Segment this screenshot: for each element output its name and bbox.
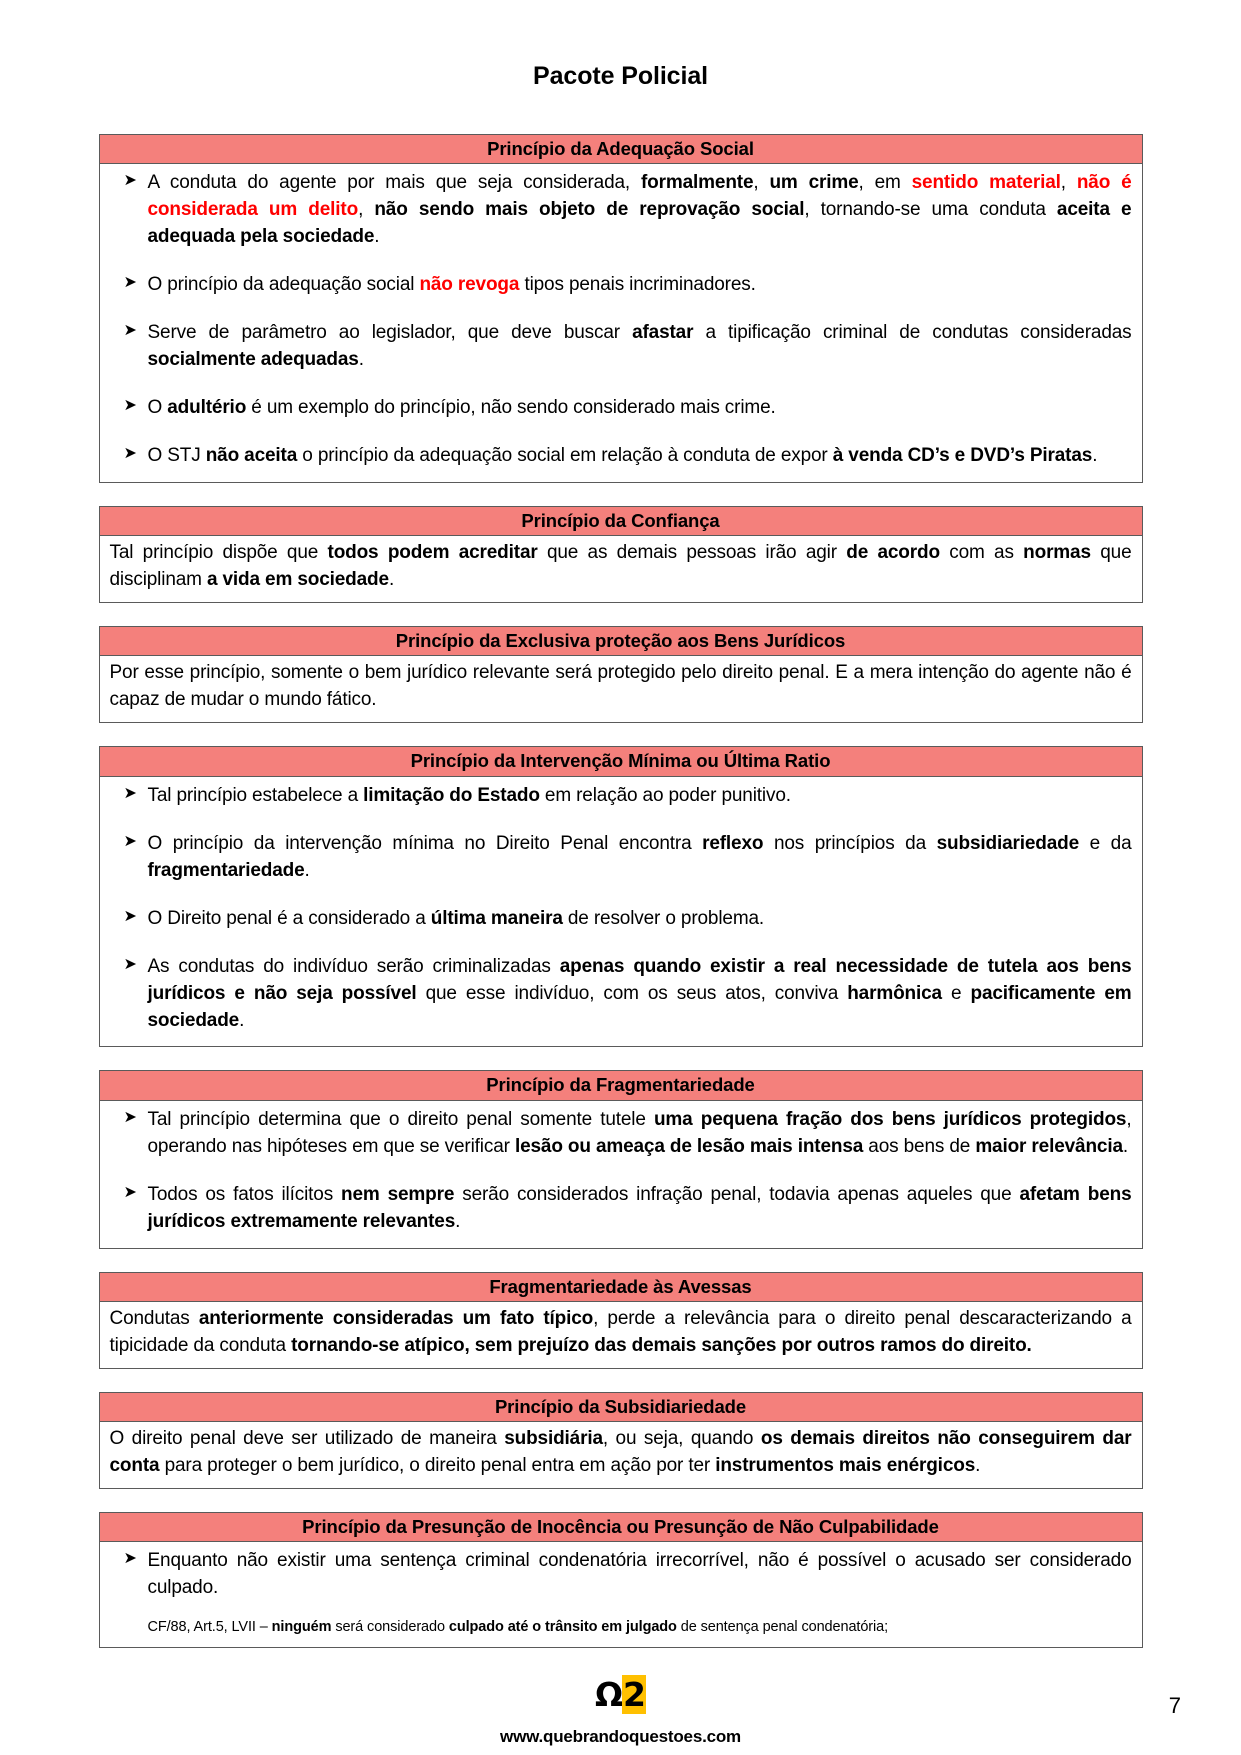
section-header-fragmentariedade: Princípio da Fragmentariedade <box>100 1071 1142 1100</box>
bullet-text: Tal princípio determina que o direito penal somente tutele uma pequena fração dos bens jurídicos protegidos, operando nas hipóteses em que se verificar lesão ou ameaça de lesão mais intensa aos bens de maior relevância. <box>147 1108 1132 1157</box>
arrow-bullet-icon: ➤ <box>123 274 137 292</box>
emphasis-bold: socialmente adequadas <box>147 349 359 371</box>
bullet-list <box>110 1548 1132 1602</box>
bullet-item <box>110 1107 1132 1161</box>
arrow-bullet-icon: ➤ <box>123 172 137 190</box>
bullet-text: O Direito penal é a considerado a última maneira de resolver o problema. <box>147 907 765 929</box>
emphasis-bold: ninguém <box>271 1619 332 1636</box>
bullet-item <box>110 395 1132 422</box>
bullet-item <box>110 272 1132 299</box>
section-header-confianca: Princípio da Confiança <box>100 507 1142 536</box>
section-body-adequacao-social <box>100 164 1142 482</box>
emphasis-bold: não sendo mais objeto de reprovação social <box>374 199 805 221</box>
arrow-bullet-icon: ➤ <box>123 397 137 415</box>
website-url: www.quebrandoquestoes.com <box>500 1727 741 1747</box>
emphasis-bold: reflexo <box>702 832 764 854</box>
arrow-bullet-icon: ➤ <box>123 907 137 925</box>
emphasis-bold: apenas quando existir a real necessidade de tutela aos bens jurídicos e não seja possível <box>147 955 1132 1004</box>
emphasis-highlight: sentido material <box>911 172 1061 194</box>
emphasis-bold: nem sempre <box>341 1183 455 1205</box>
emphasis-bold: afetam bens jurídicos extremamente relevantes <box>147 1183 1132 1232</box>
bullet-text: O adultério é um exemplo do princípio, não sendo considerado mais crime. <box>147 397 776 419</box>
bullet-item <box>110 783 1132 810</box>
section-card-fragmentariedade <box>99 1070 1143 1248</box>
bullet-item <box>110 170 1132 251</box>
emphasis-bold: afastar <box>632 322 694 344</box>
bullet-item <box>110 831 1132 885</box>
section-card-fragmentariedade-as-avessas <box>99 1272 1143 1369</box>
arrow-bullet-icon: ➤ <box>123 1108 137 1126</box>
bullet-text: Todos os fatos ilícitos nem sempre serão considerados infração penal, todavia apenas aqueles que afetam bens jurídicos extremamente relevantes. <box>147 1183 1132 1232</box>
emphasis-bold: formalmente <box>641 172 754 194</box>
arrow-bullet-icon: ➤ <box>123 832 137 850</box>
section-card-intervencao-minima <box>99 746 1143 1047</box>
bullet-item <box>110 320 1132 374</box>
arrow-bullet-icon: ➤ <box>123 445 137 463</box>
page-footer <box>0 1675 1241 1747</box>
emphasis-bold: de acordo <box>846 542 940 564</box>
emphasis-bold: subsidiariedade <box>936 832 1080 854</box>
emphasis-highlight: não é considerada um delito <box>147 172 1132 221</box>
arrow-bullet-icon: ➤ <box>123 322 137 340</box>
emphasis-bold: subsidiária <box>504 1428 603 1450</box>
emphasis-bold: a vida em sociedade <box>206 569 389 591</box>
bullet-text: As condutas do indivíduo serão criminalizadas apenas quando existir a real necessidade de tutela aos bens jurídicos e não seja possível que esse indivíduo, com os seus atos, conviva harmônica e pacificamente em sociedade. <box>147 955 1132 1031</box>
section-card-adequacao-social <box>99 134 1143 483</box>
emphasis-bold: lesão ou ameaça de lesão mais intensa <box>514 1135 864 1157</box>
bullet-text: Tal princípio estabelece a limitação do Estado em relação ao poder punitivo. <box>147 784 791 806</box>
page-title: Pacote Policial <box>533 62 708 90</box>
section-card-confianca <box>99 506 1143 603</box>
emphasis-bold: uma pequena fração dos bens jurídicos protegidos <box>653 1108 1127 1130</box>
page-number: 7 <box>1168 1693 1181 1718</box>
bullet-item <box>110 954 1132 1035</box>
section-body-fragmentariedade <box>100 1101 1142 1248</box>
section-body-subsidiariedade <box>100 1422 1142 1488</box>
emphasis-bold: fragmentariedade <box>147 859 305 881</box>
sections-container <box>99 134 1143 1648</box>
emphasis-bold: normas <box>1023 542 1091 564</box>
paragraph-text: O direito penal deve ser utilizado de maneira subsidiária, ou seja, quando os demais direitos não conseguirem dar conta para proteger o bem jurídico, o direito penal entra em ação por ter instrumentos mais enérgicos. <box>109 1428 1132 1477</box>
emphasis-bold: anteriormente consideradas um fato típico <box>198 1307 594 1329</box>
section-header-exclusiva-protecao-bens-juridicos: Princípio da Exclusiva proteção aos Bens Jurídicos <box>100 627 1142 656</box>
section-header-presuncao-de-inocencia: Princípio da Presunção de Inocência ou Presunção de Não Culpabilidade <box>100 1513 1142 1542</box>
arrow-bullet-icon: ➤ <box>123 1183 137 1201</box>
bullet-text: Enquanto não existir uma sentença criminal condenatória irrecorrível, não é possível o acusado ser considerado culpado. <box>147 1550 1132 1599</box>
emphasis-bold: não aceita <box>205 445 298 467</box>
section-body-intervencao-minima <box>100 777 1142 1047</box>
brand-logo <box>0 1675 1241 1715</box>
section-card-exclusiva-protecao-bens-juridicos <box>99 626 1143 723</box>
bullet-item <box>110 443 1132 470</box>
bullet-text: Serve de parâmetro ao legislador, que deve buscar afastar a tipificação criminal de condutas consideradas socialmente adequadas. <box>147 322 1132 371</box>
bullet-item <box>110 1182 1132 1236</box>
bullet-text: O princípio da intervenção mínima no Direito Penal encontra reflexo nos princípios da subsidiariedade e da fragmentariedade. <box>147 832 1132 881</box>
emphasis-bold: à venda CD’s e DVD’s Piratas <box>832 445 1093 467</box>
arrow-bullet-icon: ➤ <box>123 784 137 802</box>
arrow-bullet-icon: ➤ <box>123 1550 137 1568</box>
section-body-exclusiva-protecao-bens-juridicos <box>100 656 1142 722</box>
emphasis-bold: os demais direitos não conseguirem dar conta <box>109 1428 1132 1477</box>
section-body-confianca <box>100 536 1142 602</box>
arrow-bullet-icon: ➤ <box>123 955 137 973</box>
emphasis-bold: aceita e adequada pela sociedade <box>147 199 1132 248</box>
emphasis-bold: adultério <box>167 397 247 419</box>
section-header-adequacao-social: Princípio da Adequação Social <box>100 135 1142 164</box>
emphasis-bold: todos podem acreditar <box>327 542 538 564</box>
logo-two-glyph: 2 <box>623 1675 646 1715</box>
section-body-presuncao-de-inocencia <box>100 1542 1142 1647</box>
emphasis-bold: culpado até o trânsito em julgado <box>448 1619 677 1636</box>
paragraph-text: Por esse princípio, somente o bem jurídico relevante será protegido pelo direito penal. E a mera intenção do agente não é capaz de mudar o mundo fático. <box>109 662 1132 711</box>
section-body-fragmentariedade-as-avessas <box>100 1302 1142 1368</box>
bullet-list <box>110 1107 1132 1236</box>
emphasis-bold: maior relevância <box>975 1135 1123 1157</box>
paragraph-text: Tal princípio dispõe que todos podem acreditar que as demais pessoas irão agir de acordo com as normas que disciplinam a vida em sociedade. <box>109 542 1132 591</box>
emphasis-bold: tornando-se atípico, sem prejuízo das demais sanções por outros ramos do direito. <box>291 1334 1032 1356</box>
logo-omega-glyph: Ω <box>594 1675 623 1715</box>
bullet-list <box>110 783 1132 1035</box>
paragraph-text: Condutas anteriormente consideradas um fato típico, perde a relevância para o direito penal descaracterizando a tipicidade da conduta tornando-se atípico, sem prejuízo das demais sanções por outros ramos do direito. <box>109 1307 1132 1356</box>
emphasis-bold: pacificamente em sociedade <box>147 982 1132 1031</box>
emphasis-bold: última maneira <box>430 907 563 929</box>
section-header-intervencao-minima: Princípio da Intervenção Mínima ou Última Ratio <box>100 747 1142 776</box>
bullet-text: O princípio da adequação social não revoga tipos penais incriminadores. <box>147 274 756 296</box>
section-header-fragmentariedade-as-avessas: Fragmentariedade às Avessas <box>100 1273 1142 1302</box>
emphasis-highlight: não revoga <box>419 274 520 296</box>
emphasis-bold: instrumentos mais enérgicos <box>715 1455 976 1477</box>
bullet-text: A conduta do agente por mais que seja considerada, formalmente, um crime, em sentido material, não é considerada um delito, não sendo mais objeto de reprovação social, tornando-se uma conduta aceita e adequada pela sociedade. <box>147 172 1132 248</box>
bullet-item <box>110 1548 1132 1602</box>
emphasis-bold: limitação do Estado <box>363 784 540 806</box>
bullet-text: O STJ não aceita o princípio da adequação social em relação à conduta de expor à venda CD’s e DVD’s Piratas. <box>147 445 1098 467</box>
section-header-subsidiariedade: Princípio da Subsidiariedade <box>100 1393 1142 1422</box>
bullet-list <box>110 170 1132 470</box>
emphasis-bold: harmônica <box>847 982 942 1004</box>
bullet-item <box>110 906 1132 933</box>
emphasis-bold: um crime <box>769 172 859 194</box>
section-card-subsidiariedade <box>99 1392 1143 1489</box>
section-card-presuncao-de-inocencia <box>99 1512 1143 1648</box>
legal-citation-note: CF/88, Art.5, LVII – ninguém será considerado culpado até o trânsito em julgado de sentença penal condenatória; <box>147 1619 889 1636</box>
